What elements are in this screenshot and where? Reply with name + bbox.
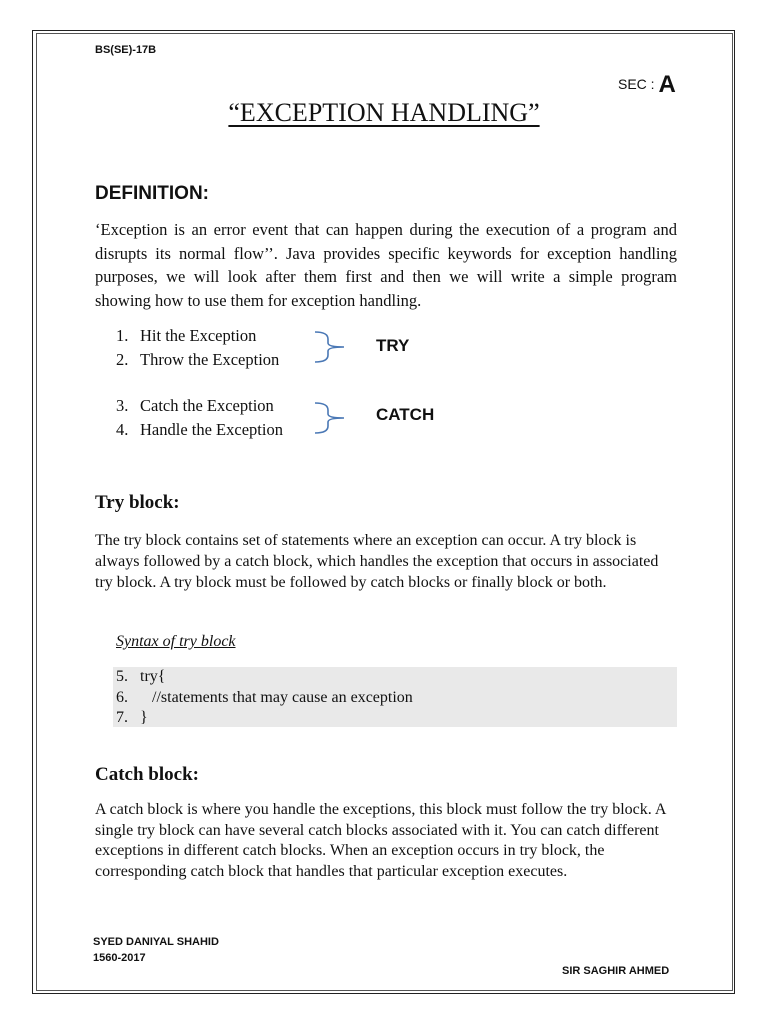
list-item (116, 348, 279, 372)
try-label: TRY (376, 336, 410, 355)
try-block-paragraph: The try block contains set of statements where an exception can occur. A try block is always followed by a catch block, which handles the exception that occurs in associated try block. A try block must be followed by catch blocks or finally block or both. (95, 532, 659, 591)
steps-list-catch (116, 394, 283, 441)
author-info (93, 934, 219, 966)
definition-paragraph: ‘Exception is an error event that can happen during the execution of a program and disrupts its normal flow’’. Java provides specific keywords for exception handling purposes, we will look after them first and then we will write a simple program showing how to use them for exception handling. (95, 220, 677, 310)
list-item (116, 394, 283, 418)
list-number: 3. (116, 396, 129, 415)
right-brace-icon (314, 331, 348, 363)
list-number: 1. (116, 326, 129, 345)
list-number: 2. (116, 349, 129, 369)
author-id: 1560-2017 (93, 952, 146, 964)
list-number: 4. (116, 419, 129, 439)
section-label: SEC : (618, 76, 655, 92)
code-block (116, 667, 413, 729)
code-line-text: //statements that may cause an exception (148, 688, 413, 706)
syntax-label: Syntax of try block (116, 633, 236, 650)
list-item (116, 418, 283, 442)
steps-list-try (116, 324, 279, 371)
code-line-number: 5. (116, 668, 128, 685)
section-indicator (618, 68, 676, 96)
list-text: Throw the Exception (140, 349, 280, 369)
section-value: A (658, 71, 676, 98)
course-code: BS(SE)-17B (95, 44, 157, 56)
list-text: Handle the Exception (140, 419, 283, 439)
catch-block-paragraph: A catch block is where you handle the exceptions, this block must follow the try block. A single try block can have several catch blocks associated with it. You can catch different exceptions in different catch blocks. When an exception occurs in try block, the corresponding catch block that handles that particular exception executes. (95, 801, 666, 880)
code-line-text: } (140, 709, 148, 726)
code-line (116, 688, 413, 709)
try-block-heading: Try block: (95, 492, 180, 513)
author-name: SYED DANIYAL SHAHID (93, 936, 219, 948)
list-text: Hit the Exception (140, 326, 257, 345)
catch-label: CATCH (376, 405, 435, 424)
catch-block-heading: Catch block: (95, 764, 199, 785)
page-title: “EXCEPTION HANDLING” (228, 98, 540, 127)
code-line-text: try{ (140, 668, 166, 685)
right-brace-icon (314, 402, 348, 434)
code-line-number: 7. (116, 709, 128, 726)
list-text: Catch the Exception (140, 396, 274, 415)
list-item (116, 324, 279, 348)
definition-heading: DEFINITION: (95, 183, 209, 204)
code-line (116, 667, 413, 688)
teacher-name: SIR SAGHIR AHMED (562, 965, 670, 977)
code-line-number: 6. (116, 688, 128, 706)
code-line (116, 708, 413, 729)
